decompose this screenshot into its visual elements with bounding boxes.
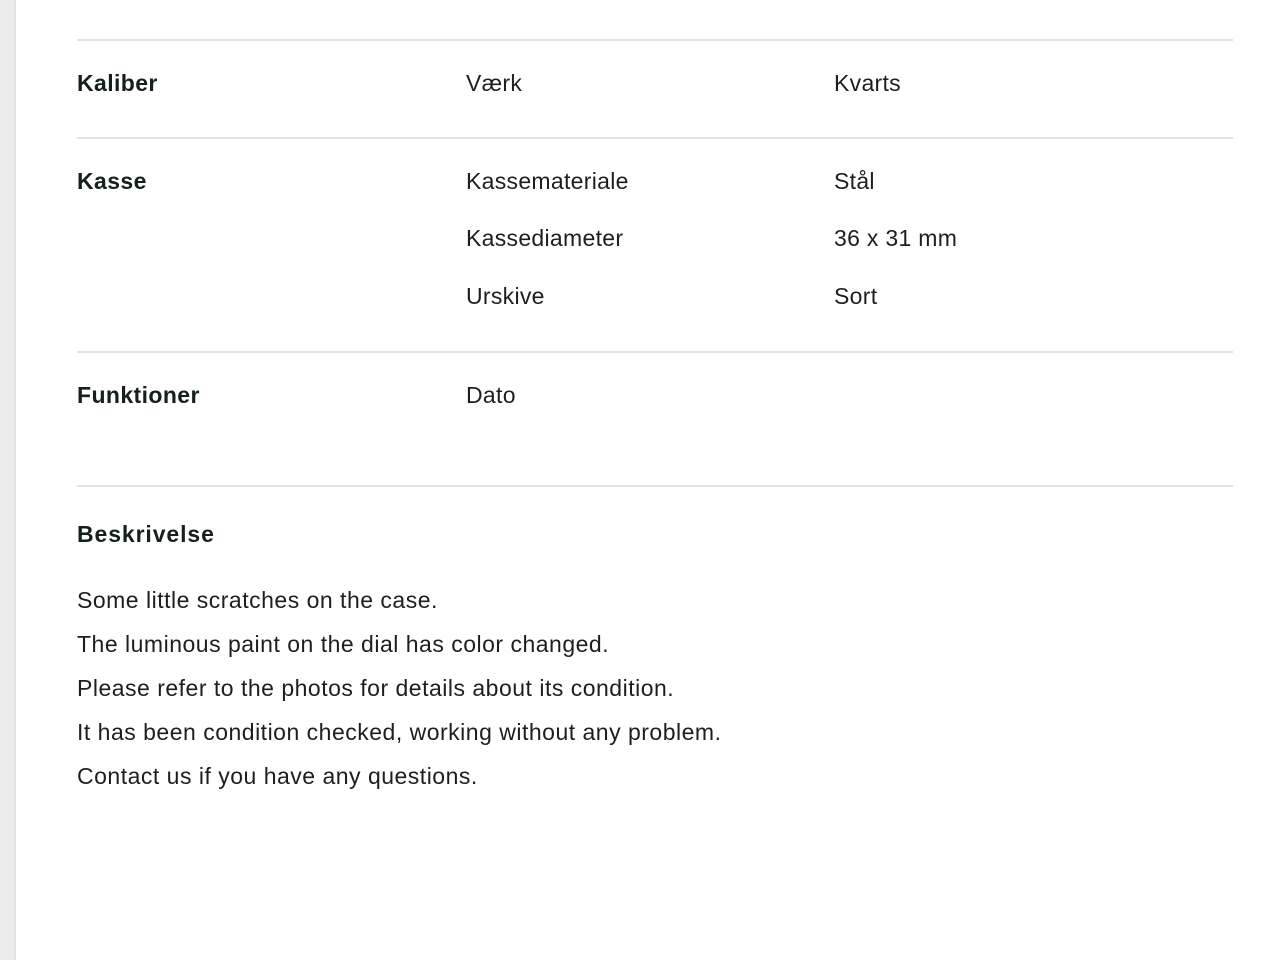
divider — [77, 39, 1233, 41]
description-text — [77, 578, 721, 798]
section-label-kasse: Kasse — [77, 168, 147, 194]
spec-value-kassemateriale: Stål — [834, 168, 875, 194]
spec-property-kassediameter: Kassediameter — [466, 225, 624, 251]
section-label-kaliber: Kaliber — [77, 70, 158, 96]
spec-value-urskive: Sort — [834, 283, 878, 309]
description-line: Some little scratches on the case. — [77, 587, 438, 613]
description-title: Beskrivelse — [77, 521, 215, 547]
divider — [77, 485, 1233, 487]
spec-property-urskive: Urskive — [466, 283, 545, 309]
description-line: The luminous paint on the dial has color changed. — [77, 631, 610, 657]
divider — [77, 137, 1233, 139]
divider — [77, 351, 1233, 353]
description-line: Contact us if you have any questions. — [77, 763, 478, 789]
spec-value-vaerk: Kvarts — [834, 70, 901, 96]
description-line: It has been condition checked, working without any problem. — [77, 719, 722, 745]
listing-details-panel — [16, 0, 1280, 960]
section-label-funktioner: Funktioner — [77, 382, 200, 408]
spec-property-dato: Dato — [466, 382, 516, 408]
description-line: Please refer to the photos for details about its condition. — [77, 675, 675, 701]
spec-property-vaerk: Værk — [466, 70, 523, 96]
spec-value-kassediameter: 36 x 31 mm — [834, 225, 958, 251]
spec-property-kassemateriale: Kassemateriale — [466, 168, 629, 194]
